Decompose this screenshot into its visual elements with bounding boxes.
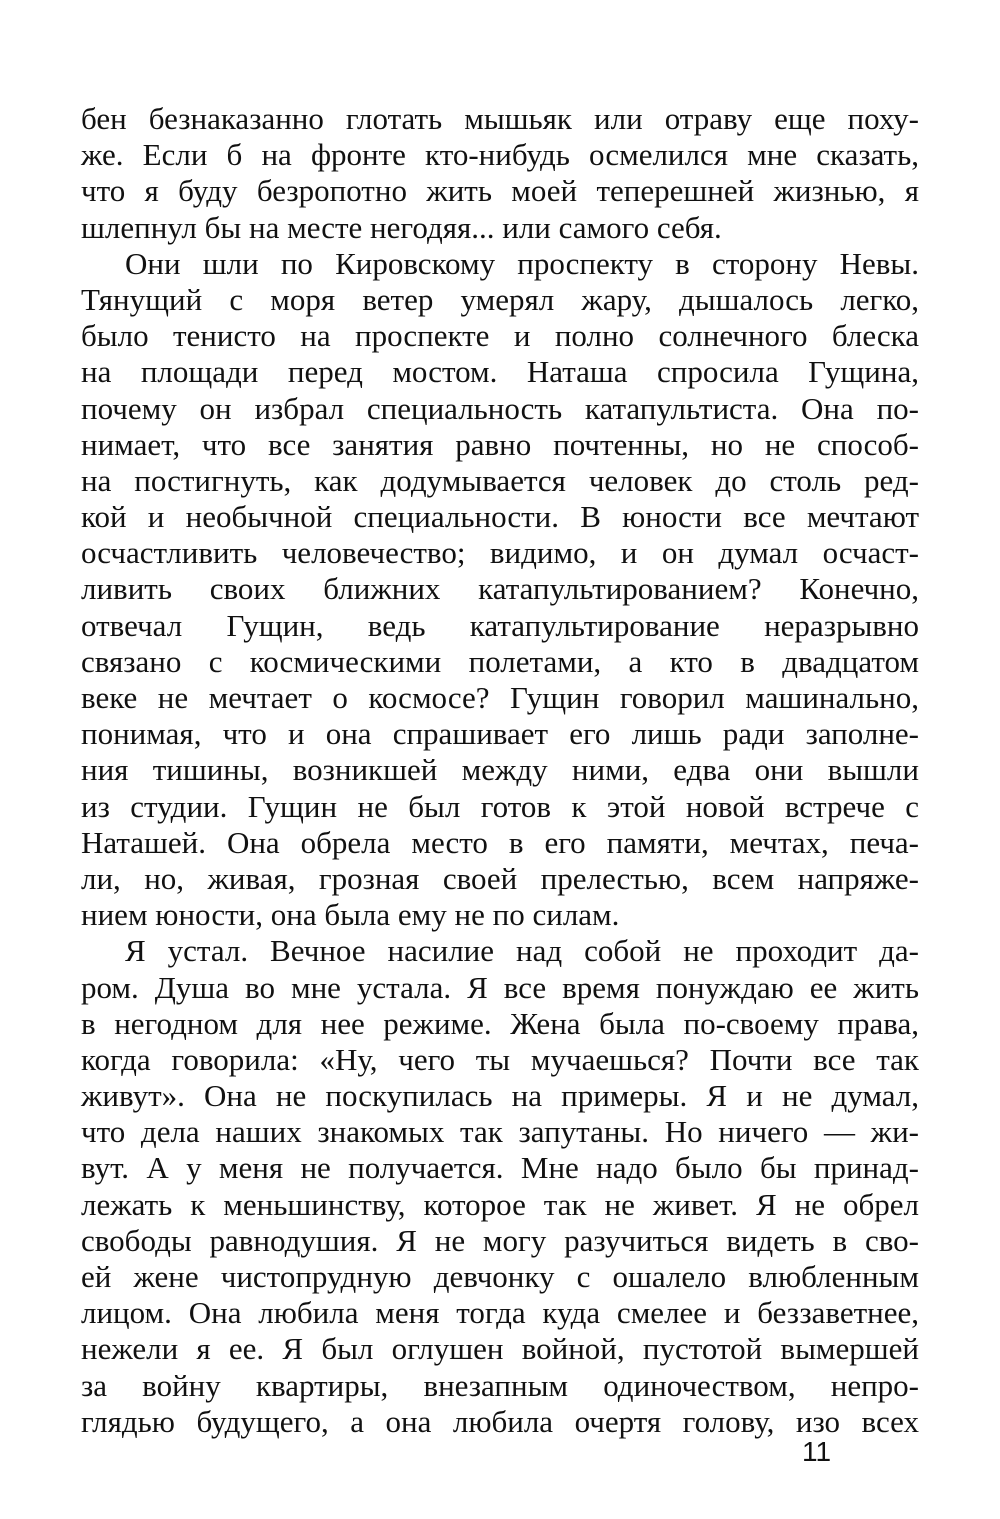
text-line: из студии. Гущин не был готов к этой новой встрече с <box>81 788 919 824</box>
text-line: шлепнул бы на месте негодяя... или самого себя. <box>81 209 722 245</box>
text-line: когда говорила: «Ну, чего ты мучаешься? Почти все так <box>81 1041 919 1077</box>
text-line: отвечал Гущин, ведь катапультирование неразрывно <box>81 607 919 643</box>
text-line: вут. А у меня не получается. Мне надо было бы принад- <box>81 1150 919 1186</box>
text-line: Тянущий с моря ветер умерял жару, дышалось легко, <box>81 281 919 317</box>
text-line: ния тишины, возникшей между ними, едва они вышли <box>81 752 919 788</box>
text-line: осчастливить человечество; видимо, и он думал осчаст- <box>81 535 919 571</box>
text-line: нимает, что все занятия равно почтенны, но не способ- <box>81 426 919 462</box>
page-text <box>81 101 919 1440</box>
text-line: кой и необычной специальности. В юности все мечтают <box>81 499 919 535</box>
text-line: почему он избрал специальность катапультиста. Она по- <box>81 390 919 426</box>
text-line: ром. Душа во мне устала. Я все время понуждаю ее жить <box>81 969 919 1005</box>
text-line: нежели я ее. Я был оглушен войной, пустотой вымершей <box>81 1331 919 1367</box>
paragraph-1 <box>81 101 919 246</box>
text-line: Я устал. Вечное насилие над собой не проходит да- <box>125 933 919 969</box>
text-line: Они шли по Кировскому проспекту в сторону Невы. <box>125 245 919 281</box>
text-line: лицом. Она любила меня тогда куда смелее и беззаветнее, <box>81 1295 919 1331</box>
text-line: бен безнаказанно глотать мышьяк или отраву еще поху- <box>81 101 919 136</box>
text-line: веке не мечтает о космосе? Гущин говорил машинально, <box>81 680 919 715</box>
text-line: понимая, что и она спрашивает его лишь ради заполне- <box>81 716 919 752</box>
text-line: в негодном для нее режиме. Жена была по-своему права, <box>81 1005 919 1041</box>
text-line: на площади перед мостом. Наташа спросила Гущина, <box>81 354 919 390</box>
text-line: что я буду безропотно жить моей теперешней жизнью, я <box>81 173 919 209</box>
text-line: нием юности, она была ему не по силам. <box>81 897 620 933</box>
text-line: же. Если б на фронте кто-нибудь осмелился мне сказать, <box>81 137 919 173</box>
text-line: за войну квартиры, внезапным одиночеством, непро- <box>81 1367 919 1403</box>
paragraph-3 <box>81 933 919 1440</box>
text-line: лежать к меньшинству, которое так не живет. Я не обрел <box>81 1186 919 1222</box>
text-line: глядью будущего, а она любила очертя голову, изо всех <box>81 1403 919 1439</box>
paragraph-2 <box>81 246 919 934</box>
text-line: ливить своих ближних катапультированием? Конечно, <box>81 571 919 607</box>
text-line: живут». Она не поскупилась на примеры. Я и не думал, <box>81 1078 919 1114</box>
text-line: на постигнуть, как додумывается человек до столь ред- <box>81 462 919 498</box>
text-line: ей жене чистопрудную девчонку с ошалело влюбленным <box>81 1259 919 1294</box>
text-line: свободы равнодушия. Я не могу разучиться видеть в сво- <box>81 1222 919 1258</box>
page-number: 11 <box>802 1436 832 1467</box>
text-line: связано с космическими полетами, а кто в двадцатом <box>81 643 919 679</box>
text-line: что дела наших знакомых так запутаны. Но ничего — жи- <box>81 1114 919 1150</box>
text-line: было тенисто на проспекте и полно солнечного блеска <box>81 318 919 354</box>
text-line: Наташей. Она обрела место в его памяти, мечтах, печа- <box>81 824 919 860</box>
text-line: ли, но, живая, грозная своей прелестью, всем напряже- <box>81 860 919 896</box>
